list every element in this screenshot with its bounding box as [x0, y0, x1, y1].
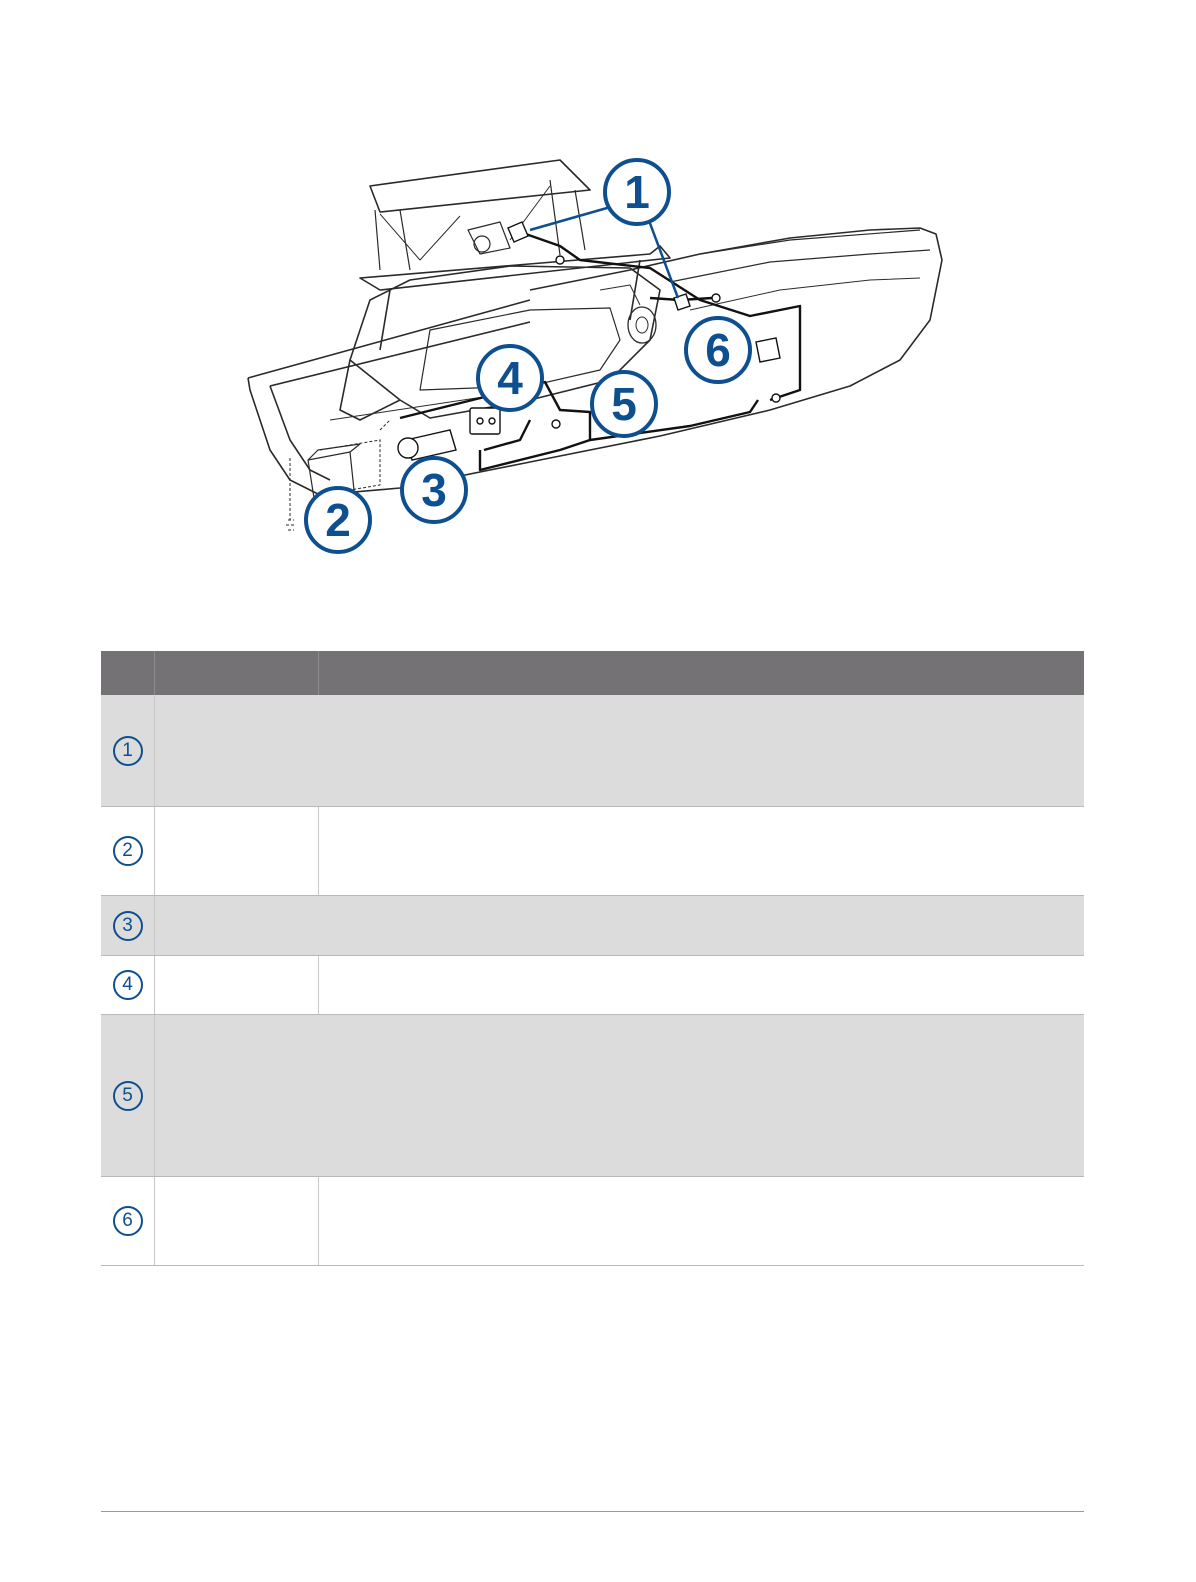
row-num-cell — [101, 896, 155, 955]
callout-badge-6: 6 — [113, 1206, 143, 1236]
row-desc-cell — [319, 956, 1084, 1014]
callout-2-label: 2 — [325, 494, 351, 546]
callout-1-label: 1 — [624, 166, 650, 218]
row-item-cell — [155, 695, 319, 806]
callout-5-label: 5 — [611, 378, 637, 430]
row-item-cell — [155, 956, 319, 1014]
table-row — [101, 956, 1084, 1015]
footer-divider — [101, 1511, 1084, 1512]
callout-badge-5: 5 — [113, 1081, 143, 1111]
callout-badge-3: 3 — [113, 911, 143, 941]
row-item-cell — [155, 1177, 319, 1265]
table-row — [101, 1177, 1084, 1266]
header-desc-cell — [319, 651, 1084, 695]
row-item-cell — [155, 1015, 319, 1176]
row-item-cell — [155, 896, 319, 955]
callout-badge-4: 4 — [113, 970, 143, 1000]
boat-installation-diagram — [230, 150, 960, 560]
row-item-cell — [155, 807, 319, 895]
callout-6-label: 6 — [705, 324, 731, 376]
callout-4-label: 4 — [497, 352, 523, 404]
components-table — [101, 651, 1084, 1266]
row-desc-cell — [319, 896, 1084, 955]
row-num-cell — [101, 956, 155, 1014]
table-header — [101, 651, 1084, 695]
callout-3-label: 3 — [421, 464, 447, 516]
row-desc-cell — [319, 807, 1084, 895]
row-desc-cell — [319, 1015, 1084, 1176]
table-row — [101, 896, 1084, 956]
row-num-cell — [101, 807, 155, 895]
callout-badge-1: 1 — [113, 736, 143, 766]
row-desc-cell — [319, 1177, 1084, 1265]
header-item-cell — [155, 651, 319, 695]
row-num-cell — [101, 1015, 155, 1176]
row-num-cell — [101, 1177, 155, 1265]
table-row — [101, 1015, 1084, 1177]
boat-illustration — [230, 150, 960, 560]
row-desc-cell — [319, 695, 1084, 806]
callout-badge-2: 2 — [113, 836, 143, 866]
table-row — [101, 695, 1084, 807]
header-num-cell — [101, 651, 155, 695]
row-num-cell — [101, 695, 155, 806]
table-row — [101, 807, 1084, 896]
